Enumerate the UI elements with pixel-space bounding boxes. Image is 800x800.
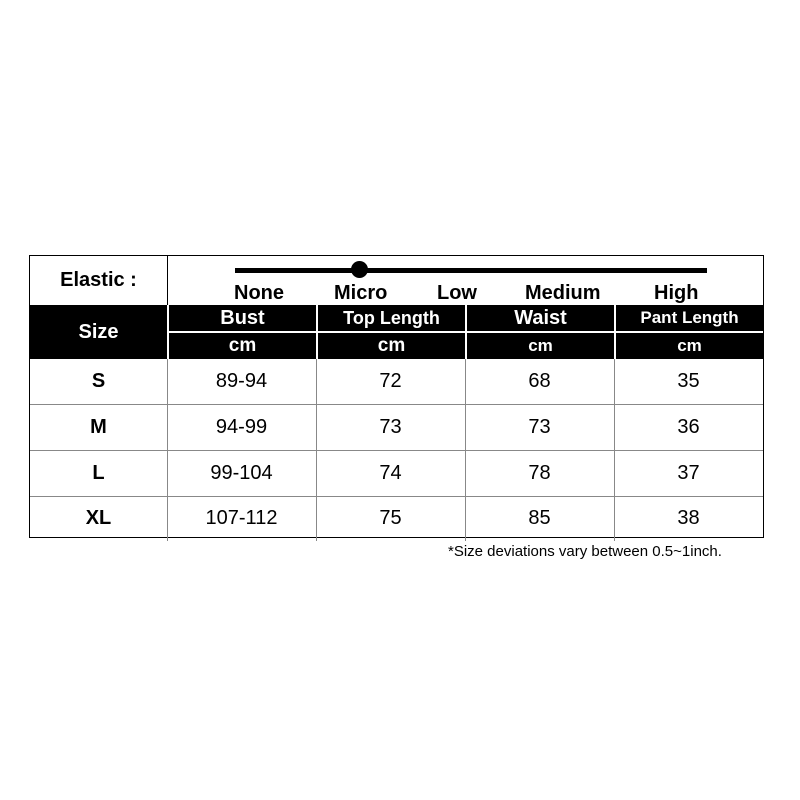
- table-row: [30, 496, 763, 541]
- bust-cell: 107-112: [205, 507, 278, 529]
- pant-length-cell: 38: [677, 507, 700, 529]
- divider: [167, 256, 168, 305]
- elastic-level-low: Low: [437, 282, 477, 304]
- elastic-level-high: High: [654, 282, 699, 304]
- table-header: [30, 305, 763, 359]
- bust-cell: 89-94: [215, 370, 268, 392]
- top-length-cell: 75: [379, 507, 402, 529]
- pant-length-cell: 36: [677, 416, 700, 438]
- waist-cell: 73: [528, 416, 551, 438]
- size-header: Size: [78, 320, 119, 343]
- elastic-level-medium: Medium: [525, 282, 601, 304]
- divider: [167, 359, 168, 541]
- divider: [316, 359, 317, 541]
- column-unit: cm: [528, 336, 553, 355]
- column-header-top-length: Top Length: [343, 307, 440, 328]
- waist-cell: 68: [528, 370, 551, 392]
- elastic-scale-indicator: [351, 261, 368, 278]
- bust-cell: 94-99: [215, 416, 268, 438]
- waist-cell: 85: [528, 507, 551, 529]
- elastic-row: [30, 256, 763, 305]
- table-row: [30, 405, 763, 450]
- waist-cell: 78: [528, 462, 551, 484]
- column-header-waist: Waist: [514, 306, 567, 329]
- size-cell: M: [90, 416, 107, 438]
- pant-length-cell: 37: [677, 462, 700, 484]
- column-unit: cm: [228, 335, 257, 356]
- elastic-level-none: None: [234, 282, 284, 304]
- divider: [465, 359, 466, 541]
- top-length-cell: 73: [379, 416, 402, 438]
- elastic-level-micro: Micro: [334, 282, 388, 304]
- size-cell: S: [91, 370, 106, 392]
- bust-cell: 99-104: [210, 462, 273, 484]
- top-length-cell: 72: [379, 370, 402, 392]
- size-cell: L: [92, 462, 105, 484]
- divider: [614, 359, 615, 541]
- top-length-cell: 74: [379, 462, 402, 484]
- elastic-scale-line: [235, 268, 707, 273]
- size-chart: [29, 255, 764, 538]
- size-deviation-note: *Size deviations vary between 0.5~1inch.: [448, 543, 722, 560]
- size-cell: XL: [85, 507, 112, 529]
- column-unit: cm: [377, 335, 406, 356]
- table-row: [30, 451, 763, 496]
- pant-length-cell: 35: [677, 370, 700, 392]
- column-header-pant-length: Pant Length: [640, 308, 739, 327]
- table-row: [30, 359, 763, 404]
- elastic-label: Elastic :: [60, 269, 137, 291]
- column-unit: cm: [677, 336, 702, 355]
- column-header-bust: Bust: [220, 306, 265, 329]
